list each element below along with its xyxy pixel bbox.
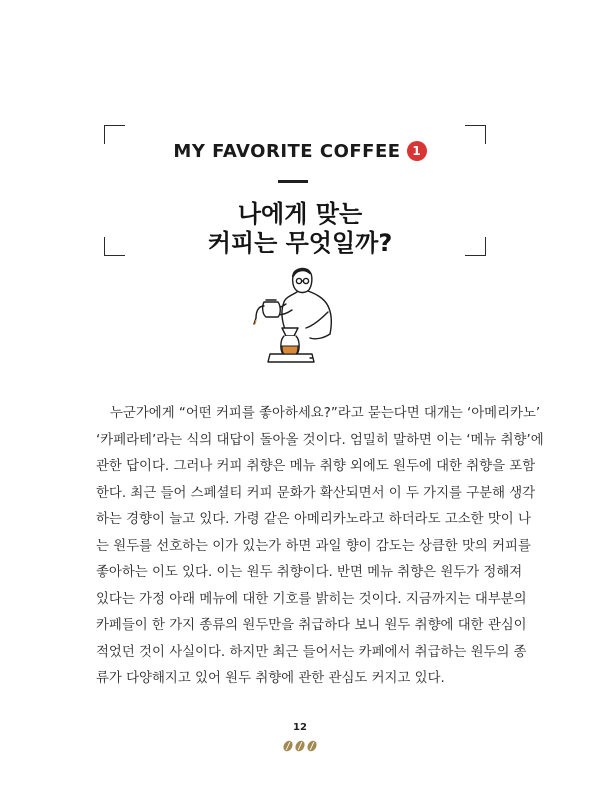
title-divider [278, 180, 308, 183]
page-title-line-2: 커피는 무엇일까? [207, 229, 393, 257]
barista-pour-over-illustration [240, 262, 350, 374]
body-line: 하는 경향이 늘고 있다. 가령 같은 아메리카노라고 하더라도 고소한 맛이 나 [96, 512, 531, 527]
body-line: 는 원두를 선호하는 이가 있는가 하면 과일 향이 감도는 상큼한 맛의 커피를 [96, 538, 531, 554]
body-line: 있다는 가정 아래 메뉴에 대한 기호를 밝히는 것이다. 지금까지는 대부분의 [96, 591, 527, 607]
body-line: 류가 다양해지고 있어 원두 취향에 관한 관심도 커지고 있다. [96, 671, 445, 686]
coffee-beans-icon [280, 739, 320, 753]
series-number-badge: 1 [407, 141, 427, 161]
body-paragraph [96, 401, 544, 693]
series-heading [0, 139, 600, 165]
body-line: 좋아하는 이도 있다. 이는 원두 취향이다. 반면 메뉴 취향은 원두가 정해져 [96, 565, 523, 580]
body-line: ‘카페라테’라는 식의 대답이 돌아올 것이다. 엄밀히 말하면 이는 ‘메뉴 취향’에 [96, 432, 544, 448]
body-line: 관한 답이다. 그러나 커피 취향은 메뉴 취향 외에도 원두에 대한 취향을 포함 [96, 459, 536, 474]
body-line: 한다. 최근 들어 스페셜티 커피 문화가 확산되면서 이 두 가지를 구분해 생각 [96, 485, 536, 501]
body-line: 카페들이 한 가지 종류의 원두만을 취급하다 보니 원두 취향에 대한 관심이 [96, 618, 527, 633]
series-label: MY FAVORITE COFFEE [173, 141, 401, 162]
page-number: 12 [293, 722, 307, 733]
body-line: 누군가에게 “어떤 커피를 좋아하세요?”라고 묻는다면 대개는 ‘아메리카노’ [110, 406, 541, 421]
body-line: 적었던 것이 사실이다. 하지만 최근 들어서는 카페에서 취급하는 원두의 종 [96, 644, 527, 660]
page-title-line-1: 나에게 맞는 [237, 200, 363, 228]
